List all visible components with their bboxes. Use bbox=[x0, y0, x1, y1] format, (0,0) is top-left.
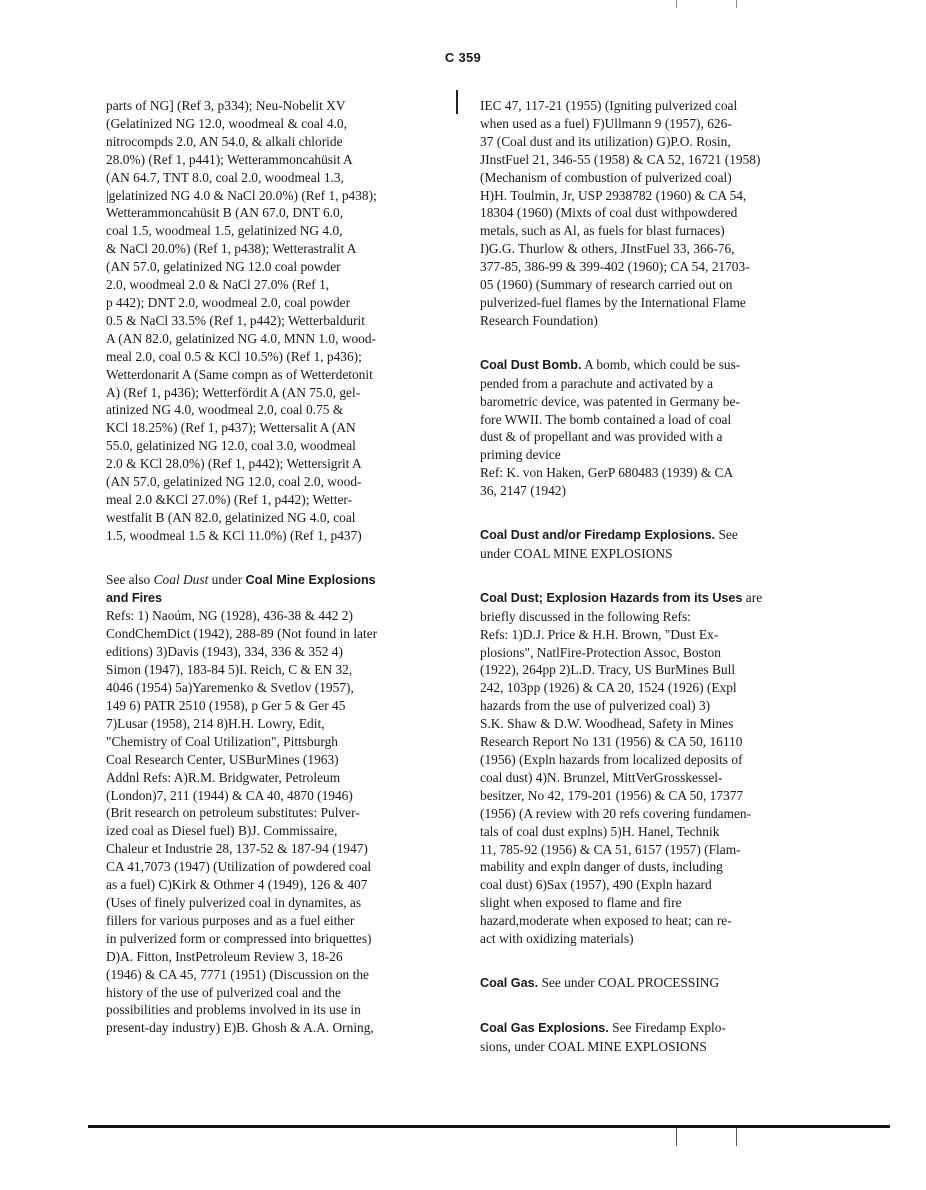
entry-line: fore WWII. The bomb contained a load of coal bbox=[480, 411, 732, 427]
entry-heading: Coal Dust Bomb. bbox=[480, 357, 582, 372]
entry-line: coal dust) 6)Sax (1957), 490 (Expln hazard bbox=[480, 877, 712, 893]
see-also-heading-cont: and Fires bbox=[106, 590, 162, 605]
ref-line: in pulverized form or compressed into briquettes) bbox=[106, 930, 372, 946]
ref-line: present-day industry) E)B. Ghosh & A.A. Orning, bbox=[106, 1020, 374, 1036]
ref-line: 05 (1960) (Summary of research carried out on bbox=[480, 277, 733, 293]
text-line: coal 1.5, woodmeal 1.5, gelatinized NG 4.0, bbox=[106, 223, 343, 239]
bottom-edge-mark bbox=[736, 1128, 737, 1146]
entry-first-line bbox=[480, 526, 825, 545]
ref-line: (Mechanism of combustion of pulverized coal) bbox=[480, 169, 732, 185]
text-line: |gelatinized NG 4.0 & NaCl 20.0%) (Ref 1, p438); bbox=[106, 187, 377, 203]
entry-line: slight when exposed to flame and fire bbox=[480, 895, 682, 911]
right-column bbox=[480, 97, 825, 1056]
entry-line: priming device bbox=[480, 447, 561, 463]
entry-text: See under COAL PROCESSING bbox=[541, 974, 720, 990]
ref-line: CondChemDict (1942), 288-89 (Not found in later bbox=[106, 626, 378, 642]
ref-line: (1946) & CA 45, 7771 (1951) (Discussion on the bbox=[106, 966, 369, 982]
text-line: KCl 18.25%) (Ref 1, p437); Wettersalit A (AN bbox=[106, 420, 356, 436]
ref-line: Chaleur et Industrie 28, 137-52 & 187-94 (1947) bbox=[106, 841, 368, 857]
ref-line: (London)7, 211 (1944) & CA 40, 4870 (1946) bbox=[106, 787, 353, 803]
text-line: 2.0 & KCl 28.0%) (Ref 1, p442); Wettersigrit A bbox=[106, 456, 362, 472]
text-line: (AN 57.0, gelatinized NG 12.0 coal powder bbox=[106, 259, 341, 275]
entry-first-line bbox=[480, 974, 825, 993]
see-also-topic: Coal Dust bbox=[153, 571, 209, 587]
entry-line: (1922), 264pp 2)L.D. Tracy, US BurMines Bull bbox=[480, 662, 736, 678]
ref-line: I)G.G. Thurlow & others, JInstFuel 33, 366-76, bbox=[480, 241, 735, 257]
entry-coal-gas bbox=[480, 974, 825, 993]
entry-line: 242, 103pp (1926) & CA 20, 1524 (1926) (Expl bbox=[480, 680, 737, 696]
entry-line: dust & of propellant and was provided with a bbox=[480, 429, 723, 445]
entry-line: 36, 2147 (1942) bbox=[480, 483, 566, 499]
entry-line: 11, 785-92 (1956) & CA 51, 6157 (1957) (Flam- bbox=[480, 841, 741, 857]
ref-line: 149 6) PATR 2510 (1958), p Ger 5 & Ger 45 bbox=[106, 698, 346, 713]
ref-line: 37 (Coal dust and its utilization) G)P.O. Rosin, bbox=[480, 133, 731, 149]
entry-text: See bbox=[718, 527, 738, 543]
ref-line: 377-85, 386-99 & 399-402 (1960); CA 54, 21703- bbox=[480, 259, 750, 275]
right-continuation-text bbox=[480, 97, 825, 330]
entry-line: (1956) (Expln hazards from localized deposits of bbox=[480, 752, 743, 767]
top-edge-mark bbox=[736, 0, 737, 8]
page-number: C 359 bbox=[444, 50, 482, 65]
text-line: 1.5, woodmeal 1.5 & KCl 11.0%) (Ref 1, p437) bbox=[106, 527, 362, 543]
ref-line: 18304 (1960) (Mixts of coal dust withpowdered bbox=[480, 205, 738, 221]
ref-line: Refs: 1) Naoúm, NG (1928), 436-38 & 442 2) bbox=[106, 608, 353, 624]
entry-line: (1956) (A review with 20 refs covering fundamen- bbox=[480, 805, 752, 821]
ref-line: when used as a fuel) F)Ullmann 9 (1957), 626- bbox=[480, 115, 732, 131]
ref-line: ized coal as Diesel fuel) B)J. Commissaire, bbox=[106, 823, 338, 839]
text-line: westfalit B (AN 82.0, gelatinized NG 4.0, coal bbox=[106, 509, 356, 525]
bottom-rule bbox=[88, 1125, 890, 1128]
text-line: & NaCl 20.0%) (Ref 1, p438); Wetterastralit A bbox=[106, 241, 357, 257]
ref-line: possibilities and problems involved in its use in bbox=[106, 1002, 361, 1018]
text-line: p 442); DNT 2.0, woodmeal 2.0, coal powder bbox=[106, 294, 351, 310]
text-line: 28.0%) (Ref 1, p441); Wetterammoncahüsit A bbox=[106, 151, 353, 167]
entry-line: hazard,moderate when exposed to heat; can re- bbox=[480, 913, 732, 929]
entry-coal-gas-explosions bbox=[480, 1019, 825, 1056]
top-edge-mark bbox=[676, 0, 677, 8]
ref-line: metals, such as Al, as fuels for blast furnaces) bbox=[480, 223, 725, 239]
entry-text: See Firedamp Explo- bbox=[612, 1019, 726, 1035]
ref-line: 7)Lusar (1958), 214 8)H.H. Lowry, Edit, bbox=[106, 715, 325, 731]
column-bracket-mark bbox=[456, 90, 458, 114]
text-line: nitrocompds 2.0, AN 54.0, & alkali chloride bbox=[106, 133, 343, 149]
entry-heading: Coal Gas. bbox=[480, 975, 539, 990]
ref-line: JInstFuel 21, 346-55 (1958) & CA 52, 16721 (1958) bbox=[480, 151, 761, 167]
see-also-coal-dust bbox=[106, 571, 446, 608]
entry-first-line bbox=[480, 356, 825, 375]
entry-line: under COAL MINE EXPLOSIONS bbox=[480, 545, 673, 561]
ref-line: as a fuel) C)Kirk & Othmer 4 (1949), 126 & 407 bbox=[106, 877, 368, 893]
entry-line: Refs: 1)D.J. Price & H.H. Brown, "Dust Ex- bbox=[480, 626, 719, 642]
entry-line: plosions", NatlFire-Protection Assoc, Boston bbox=[480, 644, 721, 660]
entry-first-line bbox=[480, 1019, 825, 1038]
entry-heading: Coal Dust and/or Firedamp Explosions. bbox=[480, 528, 716, 543]
text-line: (AN 64.7, TNT 8.0, coal 2.0, woodmeal 1.3, bbox=[106, 169, 344, 185]
text-line: 2.0, woodmeal 2.0 & NaCl 27.0% (Ref 1, bbox=[106, 277, 330, 293]
text-line: A) (Ref 1, p436); Wetterfördit A (AN 75.0, gel- bbox=[106, 384, 361, 400]
entry-line: Ref: K. von Haken, GerP 680483 (1939) & CA bbox=[480, 465, 734, 481]
ref-line: editions) 3)Davis (1943), 334, 336 & 352 4) bbox=[106, 644, 343, 660]
text-line: 0.5 & NaCl 33.5% (Ref 1, p442); Wetterbaldurit bbox=[106, 312, 365, 328]
see-also-heading: Coal Mine Explosions bbox=[245, 572, 376, 587]
text-line: meal 2.0, coal 0.5 & KCl 10.5%) (Ref 1, p436); bbox=[106, 348, 362, 364]
entry-heading: Coal Gas Explosions. bbox=[480, 1020, 609, 1035]
ref-line: Research Foundation) bbox=[480, 312, 598, 328]
text-line: (AN 57.0, gelatinized NG 12.0, coal 2.0, wood- bbox=[106, 474, 362, 490]
entry-first-line bbox=[480, 589, 825, 608]
entry-line: coal dust) 4)N. Brunzel, MittVerGrosskessel- bbox=[480, 769, 723, 785]
ref-line: IEC 47, 117-21 (1955) (Igniting pulverized coal bbox=[480, 98, 738, 113]
text-line: Wetterammoncahüsit B (AN 67.0, DNT 6.0, bbox=[106, 205, 344, 221]
bottom-edge-mark bbox=[676, 1128, 677, 1146]
ref-line: Addnl Refs: A)R.M. Bridgwater, Petroleum bbox=[106, 769, 341, 785]
text-line: Wetterdonarit A (Same compn as of Wetterdetonit bbox=[106, 366, 373, 382]
text-line: (Gelatinized NG 12.0, woodmeal & coal 4.0, bbox=[106, 115, 347, 131]
ref-line: 4046 (1954) 5a)Yaremenko & Svetlov (1957), bbox=[106, 680, 354, 696]
ref-line: H)H. Toulmin, Jr, USP 2938782 (1960) & CA 54, bbox=[480, 187, 747, 203]
text-line: atinized NG 4.0, woodmeal 2.0, coal 0.75 & bbox=[106, 402, 344, 418]
entry-coal-dust-bomb bbox=[480, 356, 825, 500]
ref-line: pulverized-fuel flames by the International Flame bbox=[480, 294, 746, 310]
left-continuation-text bbox=[106, 97, 446, 545]
ref-line: CA 41,7073 (1947) (Utilization of powdered coal bbox=[106, 859, 372, 875]
entry-coal-dust-hazards bbox=[480, 589, 825, 948]
entry-coal-dust-firedamp bbox=[480, 526, 825, 563]
entry-text: are bbox=[745, 589, 763, 605]
entry-line: besitzer, No 42, 179-201 (1956) & CA 50, 17377 bbox=[480, 787, 744, 803]
see-also-prefix: See also bbox=[106, 571, 151, 587]
ref-line: "Chemistry of Coal Utilization", Pittsburgh bbox=[106, 733, 338, 749]
entry-line: barometric device, was patented in Germany be- bbox=[480, 393, 740, 409]
text-line: parts of NG] (Ref 3, p334); Neu-Nobelit XV bbox=[106, 98, 346, 113]
entry-line: mability and expln danger of dusts, including bbox=[480, 859, 723, 875]
left-refs bbox=[106, 607, 446, 1037]
entry-line: tals of coal dust explns) 5)H. Hanel, Technik bbox=[480, 823, 720, 839]
entry-line: briefly discussed in the following Refs: bbox=[480, 608, 691, 624]
ref-line: D)A. Fitton, InstPetroleum Review 3, 18-26 bbox=[106, 948, 343, 964]
ref-line: Coal Research Center, USBurMines (1963) bbox=[106, 751, 339, 767]
entry-line: pended from a parachute and activated by a bbox=[480, 375, 714, 391]
entry-line: S.K. Shaw & D.W. Woodhead, Safety in Mines bbox=[480, 716, 734, 732]
text-line: meal 2.0 &KCl 27.0%) (Ref 1, p442); Wetter- bbox=[106, 491, 353, 507]
text-line: A (AN 82.0, gelatinized NG 4.0, MNN 1.0, wood- bbox=[106, 330, 377, 346]
ref-line: history of the use of pulverized coal and the bbox=[106, 984, 342, 1000]
see-also-line bbox=[106, 571, 446, 590]
left-column bbox=[106, 97, 446, 1037]
text-line: 55.0, gelatinized NG 12.0, coal 3.0, woodmeal bbox=[106, 438, 356, 454]
entry-line: sions, under COAL MINE EXPLOSIONS bbox=[480, 1038, 707, 1054]
ref-line: Simon (1947), 183-84 5)I. Reich, C & EN 32, bbox=[106, 662, 353, 678]
ref-line: fillers for various purposes and as a fuel either bbox=[106, 912, 355, 928]
ref-line: (Uses of finely pulverized coal in dynamites, as bbox=[106, 894, 362, 910]
entry-line: Research Report No 131 (1956) & CA 50, 16110 bbox=[480, 734, 743, 750]
entry-heading: Coal Dust; Explosion Hazards from its Uses bbox=[480, 590, 743, 605]
see-also-under: under bbox=[211, 571, 243, 587]
entry-line: act with oxidizing materials) bbox=[480, 931, 634, 947]
entry-line: hazards from the use of pulverized coal) 3) bbox=[480, 698, 711, 714]
entry-text: A bomb, which could be sus- bbox=[584, 356, 741, 372]
ref-line: (Brit research on petroleum substitutes: Pulver- bbox=[106, 805, 360, 821]
